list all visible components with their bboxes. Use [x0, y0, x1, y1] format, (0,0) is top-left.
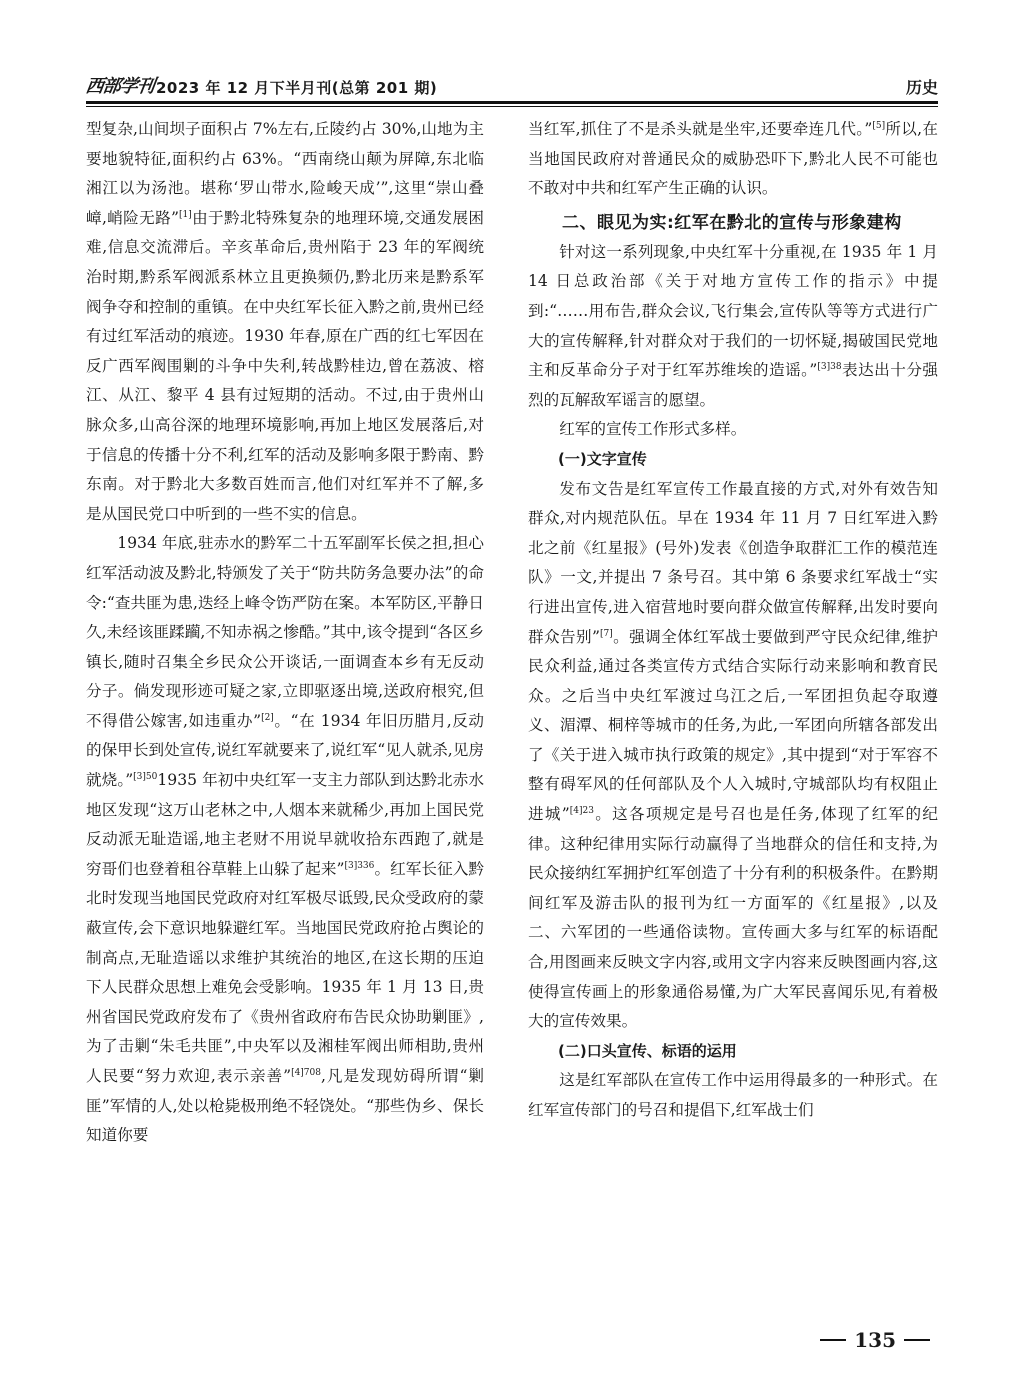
section-heading: 二、眼见为实:红军在黔北的宣传与形象建构 [562, 212, 902, 233]
header-rule-thin [86, 106, 938, 107]
paragraph: 这是红军部队在宣传工作中运用得最多的一种形式。在红军宣传部门的号召和提倡下,红军战士们 [528, 1071, 938, 1119]
text-run: 针对这一系列现象,中央红军十分重视,在 1935 年 1 月 14 日总政治部《关于对地方宣传工作的指示》中提到:“……用布告,群众会议,飞行集会,宣传队等等方式进行广大的宣传解释,针对群众对于我们的一切怀疑,揭破国民党地主和反革命分子对于红军苏维埃的造谣。” [528, 242, 938, 380]
left-column [86, 115, 484, 1151]
paragraph [528, 115, 938, 204]
paragraph [86, 115, 484, 529]
paragraph: 红军的宣传工作形式多样。 [559, 420, 747, 439]
text-run: 1934 年底,驻赤水的黔军二十五军副军长侯之担,担心红军活动波及黔北,特颁发了关于“防共防务急要办法”的命令:“查共匪为患,迭经上峰令饬严防在案。本军防区,平静日久,未经该匪蹂躏,不知赤祸之惨酷。”其中,该令提到“各区乡镇长,随时召集全乡民众公开谈话,一面调查本乡有无反动分子。倘发现形迹可疑之家,立即驱逐出境,送政府根究,但不得借公嫁害,如违重办” [86, 534, 484, 730]
text-run: 表达出十分强烈的瓦解敌军谣言的愿望。 [528, 361, 938, 409]
text-run: 当红军,抓住了不是杀头就是坐牢,还要牵连几代。” [528, 120, 873, 138]
text-run: 由于黔北特殊复杂的地理环境,交通发展困难,信息交流滞后。辛亥革命后,贵州陷于 23 年的军阀统治时期,黔系军阀派系林立且更换频仍,黔北历来是黔系军阀争夺和控制的重镇。在中央红军长征入黔之前,贵州已经有过红军活动的痕迹。1930 年春,原在广西的红七军因在反广西军阀围剿的斗争中失利,转战黔桂边,曾在荔波、榕江、从江、黎平 4 县有过短期的活动。不过,由于贵州山脉众多,山高谷深的地理环境影响,再加上地区发展落后,对于信息的传播十分不利,红军的活动及影响多限于黔南、黔东南。对于黔北大多数百姓而言,他们对红军并不了解,多是从国民党口中听到的一些不实的信息。 [86, 208, 484, 523]
citation: [3]38 [817, 361, 842, 372]
paragraph [528, 475, 938, 1037]
subsection-heading: (二)口头宣传、标语的运用 [558, 1041, 737, 1060]
right-column [528, 115, 938, 1126]
header-left [86, 72, 437, 98]
text-run: 。这各项规定是号召也是任务,体现了红军的纪律。这种纪律用实际行动赢得了当地群众的信任和支持,为民众接纳红军拥护红军创造了十分有利的积极条件。在黔期间红军及游击队的报刊为红一方面军的《红星报》,以及二、六军团的一些通俗读物。宣传画大多与红军的标语配合,用图画来反映文字内容,或用文字内容来反映图画内容,这使得宣传画上的形象通俗易懂,为广大军民喜闻乐见,有着极大的宣传效果。 [528, 805, 938, 1031]
subsection-heading: (一)文字宣传 [558, 449, 647, 468]
text-run: 所以,在当地国民政府对普通民众的威胁恐吓下,黔北人民不可能也不敢对中共和红军产生正确的认识。 [528, 120, 938, 198]
citation: [3]336 [344, 860, 375, 871]
header-rule-thick [86, 101, 938, 104]
footer-dash-left [820, 1339, 846, 1341]
citation: [3]50 [133, 771, 158, 782]
text-run: 发布文告是红军宣传工作最直接的方式,对外有效告知群众,对内规范队伍。早在 1934 年 11 月 7 日红军进入黔北之前《红星报》(号外)发表《创造争取群汇工作的模范连队》一文,并提出 7 条号召。其中第 6 条要求红军战士“实行进出宣传,进入宿营地时要向群众做宣传解释,出发时要向群众告别” [528, 479, 938, 646]
paragraph [528, 238, 938, 416]
citation: [4]23 [569, 805, 594, 816]
citation: [2] [261, 712, 274, 723]
page-footer [812, 1328, 938, 1352]
journal-name: 西部学刊 [84, 76, 156, 97]
text-run: ,凡是发现妨碍所谓“剿匪”军情的人,处以枪毙极刑绝不轻饶处。“那些伪乡、保长知道你要 [86, 1067, 484, 1145]
page-number: 135 [854, 1328, 896, 1352]
issue-info: 2023 年 12 月下半月刊(总第 201 期) [156, 79, 438, 97]
footer-dash-right [904, 1339, 930, 1341]
text-run: 。红军长征入黔北时发现当地国民党政府对红军极尽诋毁,民众受政府的蒙蔽宣传,会下意识地躲避红军。当地国民党政府抢占舆论的制高点,无耻造谣以求维护其统治的地区,在这长期的压迫下人民群众思想上难免会受影响。1935 年 1 月 13 日,贵州省国民党政府发布了《贵州省政府布告民众协助剿匪》,为了击剿“朱毛共匪”,中央军以及湘桂军阀出师相助,贵州人民要“努力欢迎,表示亲善” [86, 859, 484, 1085]
text-run: 型复杂,山间坝子面积占 7%左右,丘陵约占 30%,山地为主要地貌特征,面积约占 63%。“西南绕山颠为屏障,东北临湘江以为汤池。堪称‘罗山带水,险峻天成’”,这里“崇山叠嶂,峭险无路” [86, 120, 484, 227]
running-header [86, 72, 938, 98]
citation: [7] [599, 628, 613, 639]
paragraph [86, 529, 484, 1150]
citation: [1] [178, 209, 192, 220]
section-name: 历史 [905, 78, 938, 97]
text-run: 1935 年初中央红军一支主力部队到达黔北赤水地区发现“这万山老林之中,人烟本来就稀少,再加上国民党反动派无耻造谣,地主老财不用说早就收拾东西跑了,就是穷哥们也登着租谷草鞋上山躲了起来” [86, 771, 484, 878]
text-run: 。“在 1934 年旧历腊月,反动的保甲长到处宣传,说红军就要来了,说红军“见人就杀,见房就烧。” [86, 711, 484, 790]
citation: [5] [872, 120, 886, 131]
citation: [4]708 [291, 1067, 321, 1078]
text-run: 。强调全体红军战士要做到严守民众纪律,维护民众利益,通过各类宣传方式结合实际行动来影响和教育民众。之后当中央红军渡过乌江之后,一军团担负起夺取遵义、湄潭、桐梓等城市的任务,为此,一军团向所辖各部发出了《关于进入城市执行政策的规定》,其中提到“对于军容不整有碍军风的任何部队及个人入城时,守城部队均有权阻止进城” [528, 627, 938, 824]
